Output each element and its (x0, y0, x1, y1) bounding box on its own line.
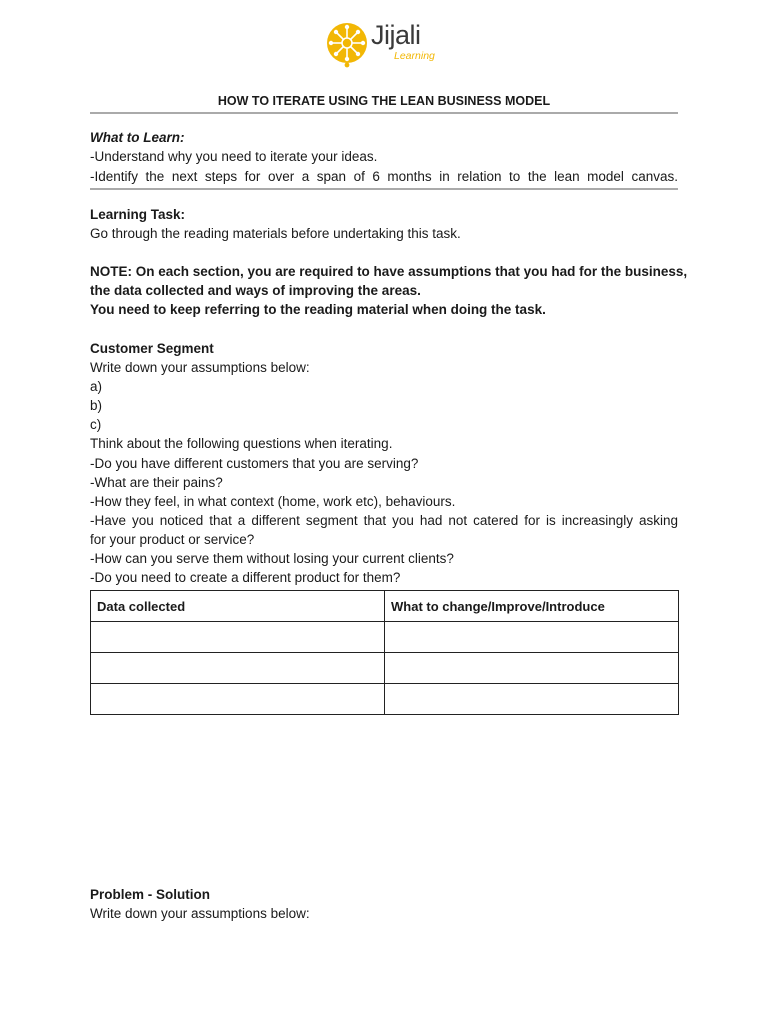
header-data-collected: Data collected (91, 591, 385, 622)
question-4-cont: for your product or service? (90, 532, 255, 547)
learning-task-text: Go through the reading materials before undertaking this task. (90, 226, 461, 241)
table-cell[interactable] (385, 684, 679, 715)
assumption-c: c) (90, 417, 102, 432)
problem-solution-heading: Problem - Solution (90, 887, 210, 902)
what-to-learn-heading: What to Learn: (90, 130, 185, 145)
assumption-b: b) (90, 398, 103, 413)
question-6: -Do you need to create a different product for them? (90, 570, 401, 585)
logo-subtitle: Learning (394, 50, 435, 62)
table-row (91, 622, 679, 653)
jijali-logo (324, 18, 444, 70)
question-1: -Do you have different customers that you are serving? (90, 456, 419, 471)
section-divider (90, 188, 678, 190)
customer-segment-heading: Customer Segment (90, 341, 214, 356)
table-cell[interactable] (91, 622, 385, 653)
table-header-row (91, 591, 679, 622)
note-line-3: You need to keep referring to the reading material when doing the task. (90, 302, 546, 317)
iterating-prompt: Think about the following questions when iterating. (90, 436, 393, 451)
header-what-to-change: What to change/Improve/Introduce (385, 591, 679, 622)
customer-segment-prompt: Write down your assumptions below: (90, 360, 310, 375)
title-divider (90, 112, 678, 114)
question-2: -What are their pains? (90, 475, 223, 490)
table-cell[interactable] (385, 653, 679, 684)
logo-wordmark: Jijali (371, 20, 421, 50)
table-row (91, 684, 679, 715)
learning-task-heading: Learning Task: (90, 207, 186, 222)
learn-item-1: -Understand why you need to iterate your ideas. (90, 149, 378, 164)
note-line-1: NOTE: On each section, you are required to have assumptions that you had for the business, (90, 264, 688, 279)
table-row (91, 653, 679, 684)
problem-solution-prompt: Write down your assumptions below: (90, 906, 310, 921)
assumption-a: a) (90, 379, 103, 394)
customer-segment-table (90, 590, 679, 715)
logo-network-icon (324, 18, 370, 68)
learn-item-2: -Identify the next steps for over a span of 6 months in relation to the lean model canvas. (90, 169, 678, 184)
table-cell[interactable] (385, 622, 679, 653)
page-title: HOW TO ITERATE USING THE LEAN BUSINESS MODEL (217, 94, 551, 108)
note-line-2: the data collected and ways of improving the areas. (90, 283, 421, 298)
question-3: -How they feel, in what context (home, work etc), behaviours. (90, 494, 456, 509)
table-cell[interactable] (91, 653, 385, 684)
question-4: -Have you noticed that a different segment that you had not catered for is increasingly asking (90, 513, 678, 528)
question-5: -How can you serve them without losing your current clients? (90, 551, 454, 566)
table-cell[interactable] (91, 684, 385, 715)
